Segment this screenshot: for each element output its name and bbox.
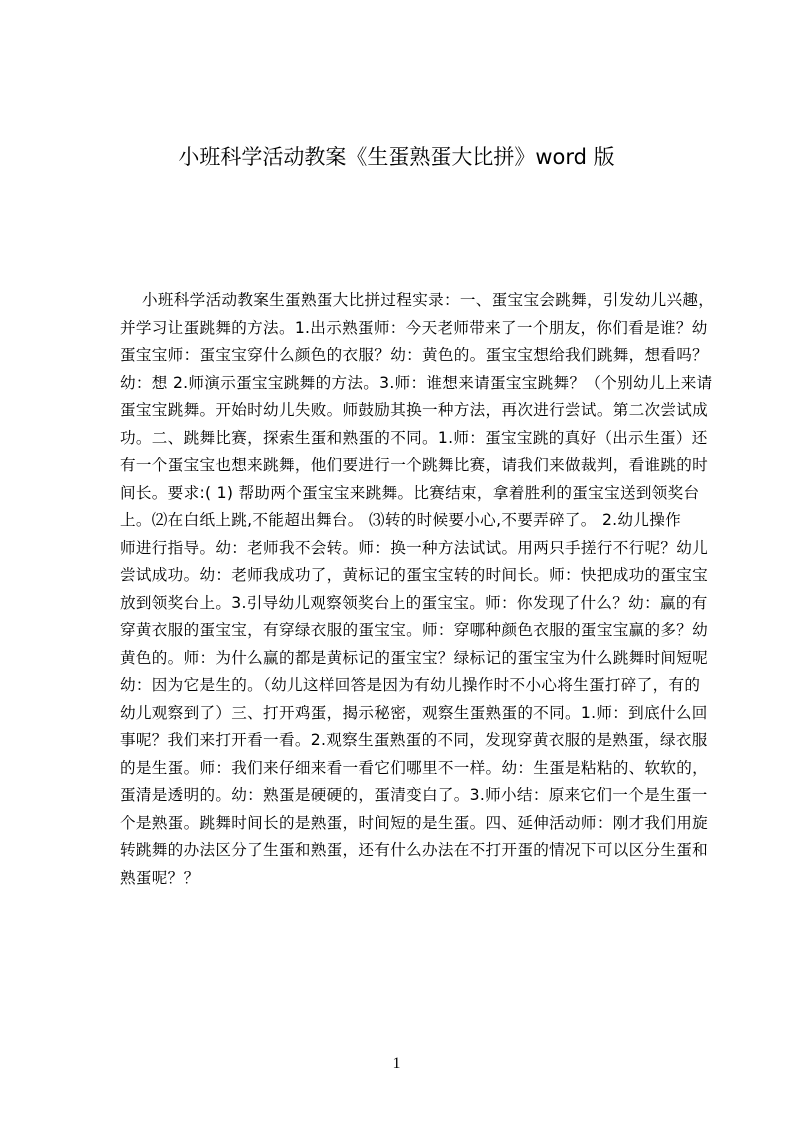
- paragraph-line: 幼：想 2.师演示蛋宝宝跳舞的方法。3.师：谁想来请蛋宝宝跳舞？（个别幼儿上来请: [120, 373, 713, 392]
- paragraph-line: 功。二、跳舞比赛，探索生蛋和熟蛋的不同。1.师：蛋宝宝跳的真好（出示生蛋）还: [120, 428, 708, 447]
- document-title: 小班科学活动教案《生蛋熟蛋大比拼》word 版: [178, 145, 615, 169]
- paragraph-line: 并学习让蛋跳舞的方法。1.出示熟蛋师：今天老师带来了一个朋友，你们看是谁？幼: [120, 318, 708, 337]
- paragraph-line: 蛋宝宝跳舞。开始时幼儿失败。师鼓励其换一种方法，再次进行尝试。第二次尝试成: [120, 401, 709, 419]
- paragraph-line: 熟蛋呢？？: [120, 868, 200, 887]
- paragraph-line: 幼儿观察到了）三、打开鸡蛋，揭示秘密，观察生蛋熟蛋的不同。1.师：到底什么回: [120, 703, 708, 722]
- paragraph-line: 尝试成功。幼：老师我成功了，黄标记的蛋宝宝转的时间长。师：快把成功的蛋宝宝: [120, 566, 709, 584]
- paragraph-line: 上。⑵在白纸上跳,不能超出舞台。 ⑶转的时候要小心,不要弄碎了。 2.幼儿操作: [120, 511, 681, 529]
- paragraph-line: 放到领奖台上。3.引导幼儿观察领奖台上的蛋宝宝。师：你发现了什么？幼：赢的有: [120, 593, 708, 612]
- paragraph-line: 的是生蛋。师：我们来仔细来看一看它们哪里不一样。幼：生蛋是粘粘的、软软的，: [120, 758, 709, 777]
- paragraph-line: 有一个蛋宝宝也想来跳舞，他们要进行一个跳舞比赛，请我们来做裁判，看谁跳的时: [120, 456, 709, 474]
- paragraph-line: 穿黄衣服的蛋宝宝，有穿绿衣服的蛋宝宝。师：穿哪种颜色衣服的蛋宝宝赢的多？幼: [120, 621, 709, 639]
- paragraph-line: 间长。要求:( 1) 帮助两个蛋宝宝来跳舞。比赛结束，拿着胜利的蛋宝宝送到领奖台: [120, 483, 700, 502]
- paragraph-line: 个是熟蛋。跳舞时间长的是熟蛋，时间短的是生蛋。四、延伸活动师：刚才我们用旋: [120, 813, 709, 832]
- paragraph-line: 师进行指导。幼：老师我不会转。师：换一种方法试试。用两只手搓行不行呢？幼儿: [120, 538, 709, 557]
- paragraph-line: 幼：因为它是生的。（幼儿这样回答是因为有幼儿操作时不小心将生蛋打碎了，有的: [120, 676, 701, 694]
- paragraph-line: 事呢？我们来打开看一看。2.观察生蛋熟蛋的不同，发现穿黄衣服的是熟蛋，绿衣服: [120, 731, 708, 749]
- paragraph-line: 蛋清是透明的。幼：熟蛋是硬硬的，蛋清变白了。3.师小结：原来它们一个是生蛋一: [120, 786, 708, 804]
- paragraph-line: 小班科学活动教案生蛋熟蛋大比拼过程实录：一、蛋宝宝会跳舞，引发幼儿兴趣，: [142, 291, 715, 309]
- paragraph-line: 转跳舞的办法区分了生蛋和熟蛋，还有什么办法在不打开蛋的情况下可以区分生蛋和: [120, 841, 709, 859]
- paragraph-line: 黄色的。师：为什么赢的都是黄标记的蛋宝宝？绿标记的蛋宝宝为什么跳舞时间短呢: [120, 648, 709, 667]
- document-body: [120, 287, 715, 892]
- page-number: 1: [392, 1055, 401, 1072]
- paragraph-line: 蛋宝宝师：蛋宝宝穿什么颜色的衣服？幼：黄色的。蛋宝宝想给我们跳舞，想看吗？: [120, 346, 709, 364]
